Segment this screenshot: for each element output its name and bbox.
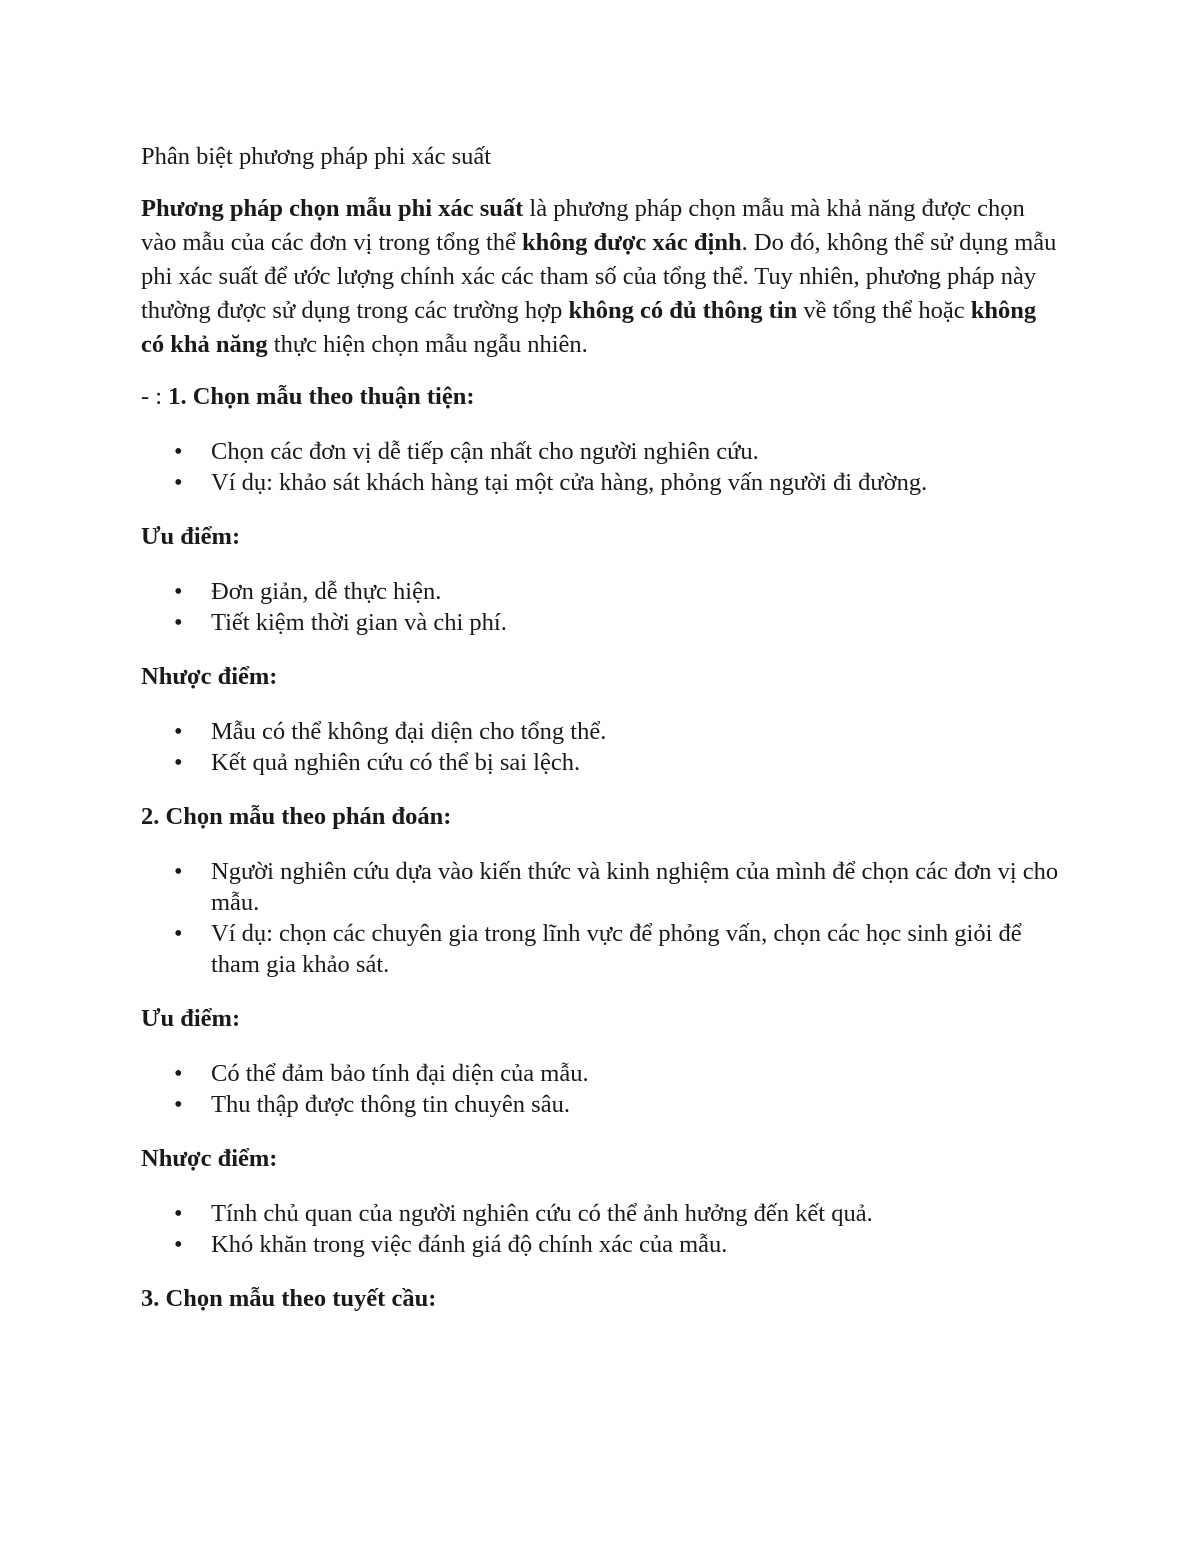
intro-text: về tổng thể hoặc — [797, 297, 971, 324]
list-item: • Chọn các đơn vị dễ tiếp cận nhất cho người nghiên cứu. — [141, 436, 1061, 467]
list-item: • Mẫu có thể không đại diện cho tổng thể. — [141, 716, 1061, 747]
document-page — [141, 140, 1061, 1338]
intro-text: thực hiện chọn mẫu ngẫu nhiên. — [267, 331, 588, 358]
section-heading-snowball: 3. Chọn mẫu theo tuyết cầu: — [141, 1285, 437, 1312]
pros-heading: Ưu điểm: — [141, 1005, 241, 1032]
document-title: Phân biệt phương pháp phi xác suất — [141, 143, 492, 170]
intro-bold-no-ability: không có khả năng — [141, 297, 1037, 358]
list-item: • Tiết kiệm thời gian và chi phí. — [141, 607, 1061, 638]
list-item: • Tính chủ quan của người nghiên cứu có thể ảnh hưởng đến kết quả. — [141, 1198, 1061, 1229]
intro-text: là phương pháp chọn mẫu mà khả năng được chọn vào mẫu của các đơn vị trong tổng thể — [141, 195, 1025, 256]
list-item: • Ví dụ: khảo sát khách hàng tại một cửa hàng, phỏng vấn người đi đường. — [141, 467, 1061, 498]
bullet-list — [141, 436, 1061, 498]
intro-paragraph — [141, 192, 1061, 362]
intro-bold-no-info: không có đủ thông tin — [568, 297, 798, 324]
list-item: • Đơn giản, dễ thực hiện. — [141, 576, 1061, 607]
intro-bold-undefined: không được xác định — [522, 229, 742, 256]
list-item: • Người nghiên cứu dựa vào kiến thức và kinh nghiệm của mình để chọn các đơn vị cho mẫu. — [141, 856, 1061, 918]
intro-bold-term: Phương pháp chọn mẫu phi xác suất — [141, 195, 524, 222]
list-item: • Thu thập được thông tin chuyên sâu. — [141, 1089, 1061, 1120]
cons-heading: Nhược điểm: — [141, 663, 278, 690]
cons-heading: Nhược điểm: — [141, 1145, 278, 1172]
bullet-list — [141, 856, 1061, 980]
pros-heading: Ưu điểm: — [141, 523, 241, 550]
list-item: • Có thể đảm bảo tính đại diện của mẫu. — [141, 1058, 1061, 1089]
list-item: • Khó khăn trong việc đánh giá độ chính xác của mẫu. — [141, 1229, 1061, 1260]
bullet-list — [141, 1198, 1061, 1260]
section-prefix: - : — [141, 383, 169, 410]
list-item: • Ví dụ: chọn các chuyên gia trong lĩnh vực để phỏng vấn, chọn các học sinh giỏi để tham gia khảo sát. — [141, 918, 1061, 980]
bullet-list — [141, 1058, 1061, 1120]
section-heading-convenience — [141, 380, 1061, 414]
section-heading-text: 1. Chọn mẫu theo thuận tiện: — [168, 383, 475, 410]
bullet-list — [141, 576, 1061, 638]
list-item: • Kết quả nghiên cứu có thể bị sai lệch. — [141, 747, 1061, 778]
bullet-list — [141, 716, 1061, 778]
intro-text: . Do đó, không thể sử dụng mẫu phi xác suất để ước lượng chính xác các tham số của tổng thể. Tuy nhiên, phương pháp này thường được sử dụng trong các trường hợp — [141, 229, 1057, 324]
section-heading-judgment: 2. Chọn mẫu theo phán đoán: — [141, 803, 452, 830]
